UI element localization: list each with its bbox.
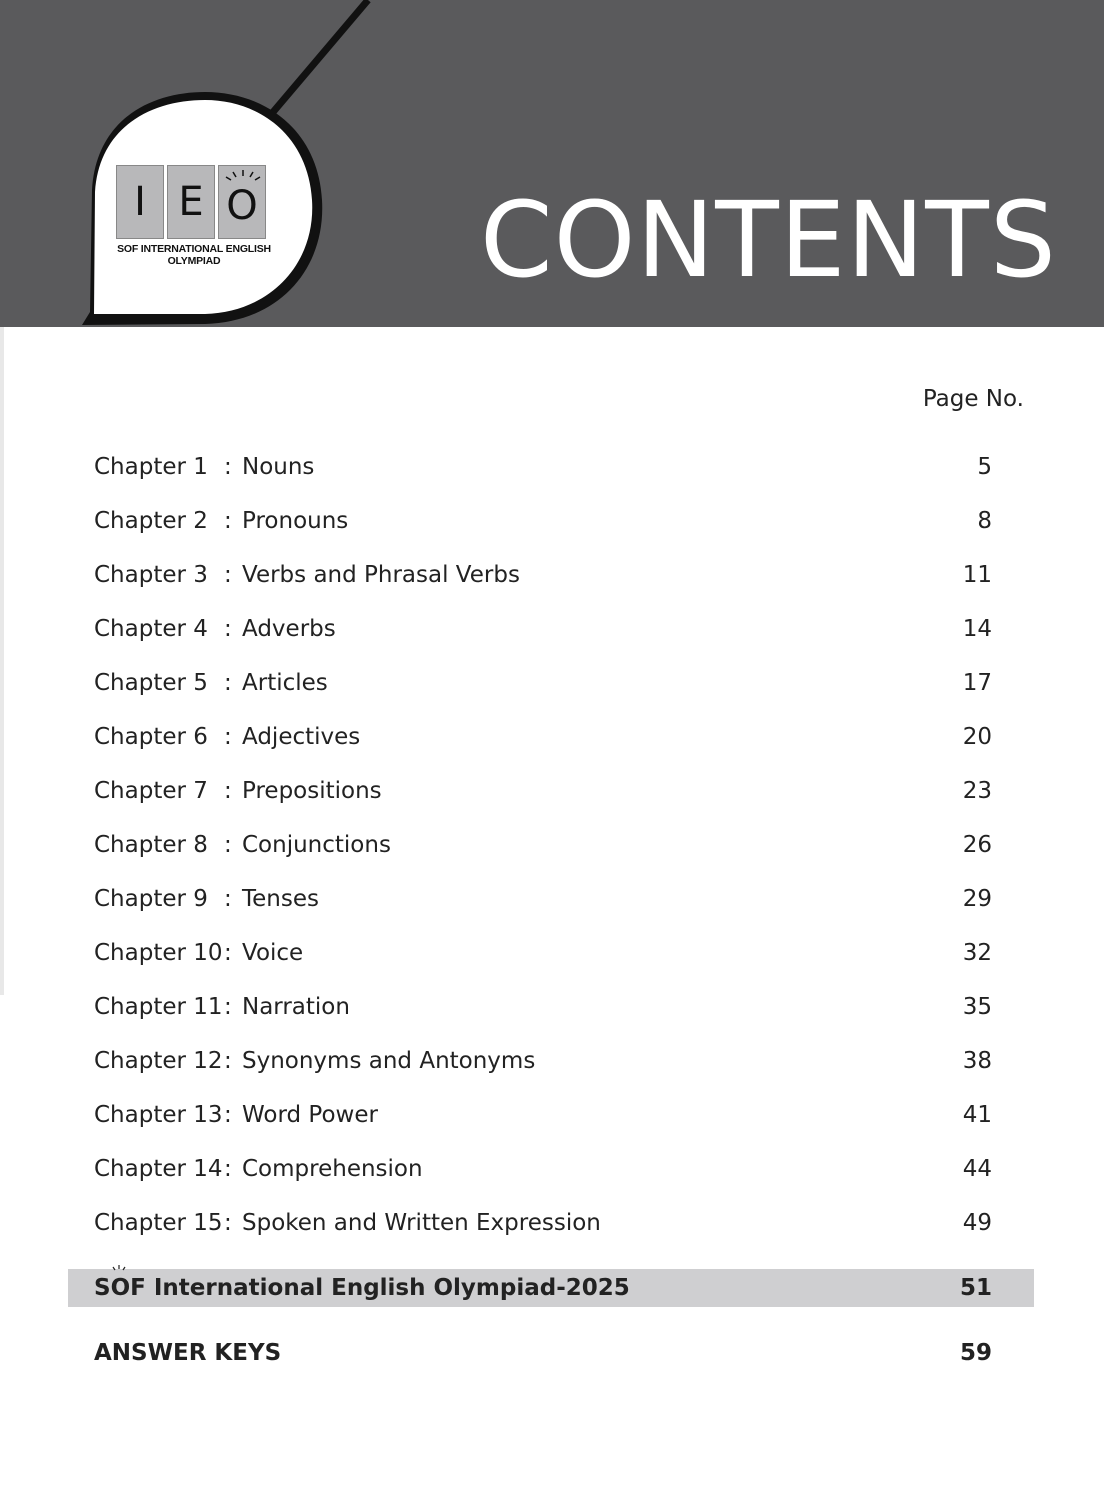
- chapter-page: 8: [977, 508, 992, 534]
- olympiad-title-line: [94, 1270, 630, 1306]
- chapter-separator: :: [224, 724, 232, 750]
- chapter-separator: :: [224, 886, 232, 912]
- chapter-label: Chapter 3: [94, 562, 208, 588]
- sof-s: S: [94, 1275, 111, 1301]
- toc-row[interactable]: [94, 774, 994, 808]
- chapter-label: Chapter 4: [94, 616, 208, 642]
- logo-letter-e: E: [167, 165, 215, 239]
- chapter-label: Chapter 13: [94, 1102, 223, 1128]
- chapter-page: 26: [962, 832, 992, 858]
- chapter-page: 32: [962, 940, 992, 966]
- ieo-logo: [116, 165, 270, 241]
- toc-row[interactable]: [94, 720, 994, 754]
- chapter-title: Narration: [242, 994, 350, 1020]
- logo-bulb-o-icon: [218, 165, 266, 239]
- chapter-label: Chapter 9: [94, 886, 208, 912]
- chapter-page: 35: [962, 994, 992, 1020]
- chapter-separator: :: [224, 994, 232, 1020]
- chapter-label: Chapter 14: [94, 1156, 223, 1182]
- chapter-separator: :: [224, 562, 232, 588]
- chapter-title: Spoken and Written Expression: [242, 1210, 601, 1236]
- page-no-label: Page No.: [922, 386, 1024, 412]
- chapter-title: Pronouns: [242, 508, 349, 534]
- chapter-page: 23: [962, 778, 992, 804]
- sof-bulb-o-icon: O: [111, 1270, 131, 1306]
- chapter-label: Chapter 6: [94, 724, 208, 750]
- chapter-title: Prepositions: [242, 778, 382, 804]
- chapter-title: Adjectives: [242, 724, 361, 750]
- chapter-separator: :: [224, 454, 232, 480]
- chapter-label: Chapter 7: [94, 778, 208, 804]
- chapter-page: 11: [962, 562, 992, 588]
- toc-row[interactable]: [94, 936, 994, 970]
- olympiad-entry[interactable]: [94, 1270, 992, 1306]
- chapter-title: Synonyms and Antonyms: [242, 1048, 536, 1074]
- chapter-separator: :: [224, 940, 232, 966]
- olympiad-page: 51: [959, 1275, 992, 1301]
- chapter-separator: :: [224, 778, 232, 804]
- chapter-page: 5: [977, 454, 992, 480]
- toc-row[interactable]: [94, 1206, 994, 1240]
- toc-row[interactable]: [94, 990, 994, 1024]
- toc-row[interactable]: [94, 1098, 994, 1132]
- chapter-label: Chapter 1: [94, 454, 208, 480]
- chapter-separator: :: [224, 616, 232, 642]
- sof-f: F: [130, 1275, 146, 1301]
- chapter-page: 41: [962, 1102, 992, 1128]
- chapter-separator: :: [224, 670, 232, 696]
- chapter-label: Chapter 12: [94, 1048, 223, 1074]
- chapter-page: 14: [962, 616, 992, 642]
- page-left-edge: [0, 327, 4, 995]
- chapter-title: Verbs and Phrasal Verbs: [242, 562, 520, 588]
- chapter-title: Adverbs: [242, 616, 336, 642]
- logo-letter-i: I: [116, 165, 164, 239]
- logo-letter-o: O: [226, 183, 258, 229]
- chapter-title: Conjunctions: [242, 832, 391, 858]
- chapter-page: 38: [962, 1048, 992, 1074]
- chapter-separator: :: [224, 1156, 232, 1182]
- toc-row[interactable]: [94, 882, 994, 916]
- chapter-page: 29: [962, 886, 992, 912]
- answer-keys-entry[interactable]: [94, 1336, 992, 1370]
- answer-keys-label: ANSWER KEYS: [94, 1340, 282, 1366]
- chapter-separator: :: [224, 1210, 232, 1236]
- chapter-label: Chapter 5: [94, 670, 208, 696]
- toc-row[interactable]: [94, 1152, 994, 1186]
- chapter-page: 20: [962, 724, 992, 750]
- chapter-label: Chapter 15: [94, 1210, 223, 1236]
- toc-row[interactable]: [94, 1044, 994, 1078]
- logo-caption: SOF INTERNATIONAL ENGLISH OLYMPIAD: [117, 243, 271, 267]
- chapter-title: Comprehension: [242, 1156, 423, 1182]
- chapter-title: Word Power: [242, 1102, 378, 1128]
- toc-row[interactable]: [94, 828, 994, 862]
- answer-keys-page: 59: [959, 1340, 992, 1366]
- chapter-title: Voice: [242, 940, 304, 966]
- toc-row[interactable]: [94, 504, 994, 538]
- toc-row[interactable]: [94, 666, 994, 700]
- chapter-label: Chapter 10: [94, 940, 223, 966]
- chapter-title: Tenses: [242, 886, 319, 912]
- chapter-title: Nouns: [242, 454, 315, 480]
- bulb-rays-icon: [219, 168, 267, 188]
- chapter-page: 17: [962, 670, 992, 696]
- chapter-label: Chapter 11: [94, 994, 223, 1020]
- chapter-separator: :: [224, 1102, 232, 1128]
- toc-row[interactable]: [94, 450, 994, 484]
- chapter-separator: :: [224, 1048, 232, 1074]
- page-title: CONTENTS: [480, 179, 1057, 301]
- chapter-title: Articles: [242, 670, 328, 696]
- toc-row[interactable]: [94, 558, 994, 592]
- chapter-page: 44: [962, 1156, 992, 1182]
- chapter-separator: :: [224, 508, 232, 534]
- chapter-label: Chapter 8: [94, 832, 208, 858]
- chapter-page: 49: [962, 1210, 992, 1236]
- chapter-separator: :: [224, 832, 232, 858]
- toc-row[interactable]: [94, 612, 994, 646]
- olympiad-title: International English Olympiad-2025: [153, 1275, 630, 1301]
- chapter-label: Chapter 2: [94, 508, 208, 534]
